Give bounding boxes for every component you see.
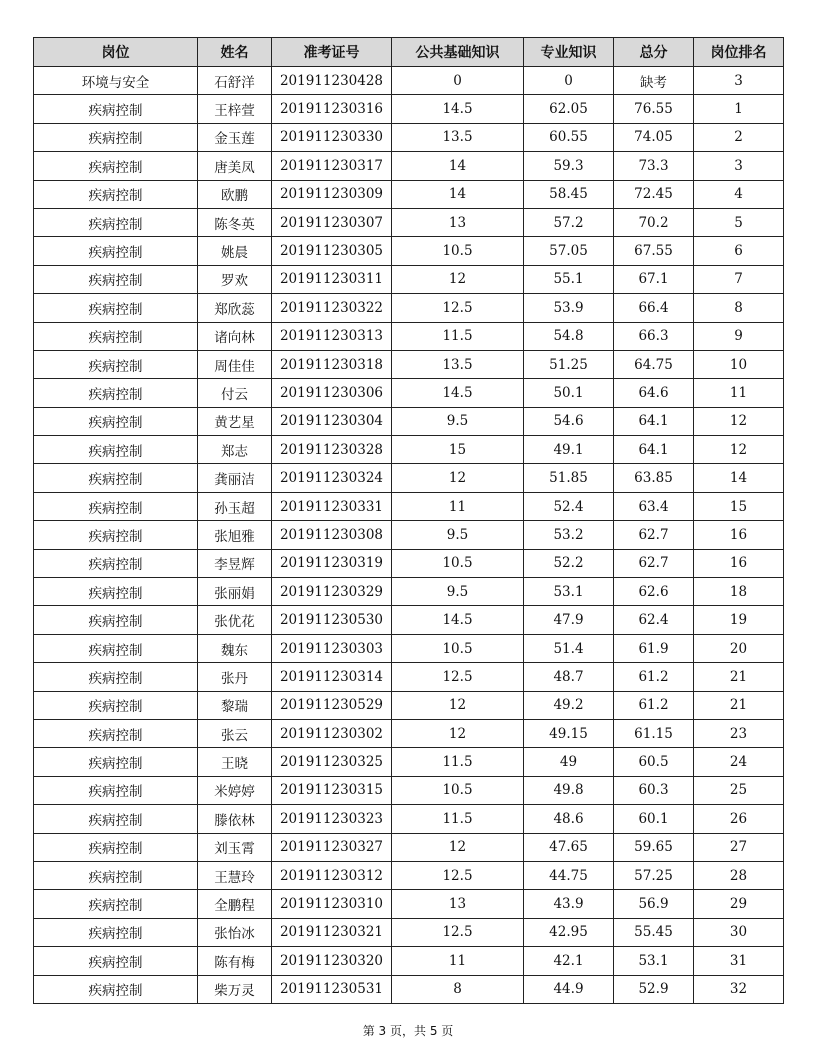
cell-rank: 32 (694, 975, 784, 1003)
header-exam-id: 准考证号 (272, 38, 392, 67)
cell-professional-knowledge: 47.9 (524, 606, 614, 634)
cell-name: 米婷婷 (198, 776, 272, 804)
table-row (34, 492, 784, 520)
cell-professional-knowledge: 53.2 (524, 521, 614, 549)
table-row (34, 776, 784, 804)
cell-name: 郑志 (198, 436, 272, 464)
cell-rank: 21 (694, 691, 784, 719)
cell-public-knowledge: 11.5 (392, 322, 524, 350)
cell-name: 王梓萱 (198, 95, 272, 123)
cell-professional-knowledge: 55.1 (524, 265, 614, 293)
table-row (34, 265, 784, 293)
cell-name: 全鹏程 (198, 890, 272, 918)
cell-position: 疾病控制 (34, 521, 198, 549)
cell-rank: 27 (694, 833, 784, 861)
cell-exam-id: 201911230317 (272, 152, 392, 180)
cell-name: 王慧玲 (198, 861, 272, 889)
cell-position: 疾病控制 (34, 265, 198, 293)
cell-professional-knowledge: 57.05 (524, 237, 614, 265)
cell-rank: 30 (694, 918, 784, 946)
cell-professional-knowledge: 47.65 (524, 833, 614, 861)
cell-total-score: 63.85 (614, 464, 694, 492)
cell-total-score: 59.65 (614, 833, 694, 861)
table-row (34, 833, 784, 861)
cell-name: 诸向林 (198, 322, 272, 350)
cell-professional-knowledge: 49.8 (524, 776, 614, 804)
cell-position: 疾病控制 (34, 208, 198, 236)
cell-public-knowledge: 12.5 (392, 861, 524, 889)
header-public-knowledge: 公共基础知识 (392, 38, 524, 67)
cell-public-knowledge: 12 (392, 833, 524, 861)
table-row (34, 918, 784, 946)
cell-professional-knowledge: 53.9 (524, 294, 614, 322)
table-row (34, 379, 784, 407)
cell-rank: 6 (694, 237, 784, 265)
cell-professional-knowledge: 49.15 (524, 719, 614, 747)
table-row (34, 521, 784, 549)
cell-rank: 16 (694, 521, 784, 549)
table-row (34, 208, 784, 236)
table-row (34, 748, 784, 776)
cell-exam-id: 201911230322 (272, 294, 392, 322)
cell-exam-id: 201911230428 (272, 67, 392, 95)
cell-total-score: 74.05 (614, 123, 694, 151)
cell-exam-id: 201911230531 (272, 975, 392, 1003)
table-row (34, 861, 784, 889)
cell-professional-knowledge: 48.6 (524, 805, 614, 833)
cell-name: 张丹 (198, 663, 272, 691)
cell-position: 疾病控制 (34, 123, 198, 151)
cell-name: 陈冬英 (198, 208, 272, 236)
cell-exam-id: 201911230329 (272, 578, 392, 606)
cell-total-score: 55.45 (614, 918, 694, 946)
cell-position: 疾病控制 (34, 947, 198, 975)
cell-name: 张优花 (198, 606, 272, 634)
cell-name: 欧鹏 (198, 180, 272, 208)
cell-public-knowledge: 14 (392, 152, 524, 180)
cell-rank: 12 (694, 407, 784, 435)
cell-total-score: 64.75 (614, 350, 694, 378)
cell-total-score: 53.1 (614, 947, 694, 975)
cell-public-knowledge: 10.5 (392, 634, 524, 662)
cell-professional-knowledge: 52.2 (524, 549, 614, 577)
cell-rank: 26 (694, 805, 784, 833)
table-row (34, 606, 784, 634)
cell-public-knowledge: 12 (392, 464, 524, 492)
cell-total-score: 61.9 (614, 634, 694, 662)
cell-professional-knowledge: 53.1 (524, 578, 614, 606)
cell-exam-id: 201911230328 (272, 436, 392, 464)
table-row (34, 407, 784, 435)
table-row (34, 890, 784, 918)
cell-position: 疾病控制 (34, 379, 198, 407)
cell-public-knowledge: 12.5 (392, 918, 524, 946)
cell-rank: 5 (694, 208, 784, 236)
score-table (33, 37, 784, 1004)
cell-professional-knowledge: 44.75 (524, 861, 614, 889)
cell-position: 疾病控制 (34, 95, 198, 123)
cell-name: 魏东 (198, 634, 272, 662)
cell-total-score: 72.45 (614, 180, 694, 208)
cell-exam-id: 201911230316 (272, 95, 392, 123)
table-row (34, 691, 784, 719)
header-position-rank: 岗位排名 (694, 38, 784, 67)
cell-rank: 23 (694, 719, 784, 747)
cell-rank: 20 (694, 634, 784, 662)
cell-rank: 12 (694, 436, 784, 464)
cell-position: 疾病控制 (34, 578, 198, 606)
cell-exam-id: 201911230302 (272, 719, 392, 747)
cell-rank: 10 (694, 350, 784, 378)
cell-position: 疾病控制 (34, 322, 198, 350)
cell-position: 疾病控制 (34, 805, 198, 833)
cell-position: 疾病控制 (34, 350, 198, 378)
cell-name: 柴万灵 (198, 975, 272, 1003)
header-position: 岗位 (34, 38, 198, 67)
cell-professional-knowledge: 54.8 (524, 322, 614, 350)
cell-professional-knowledge: 59.3 (524, 152, 614, 180)
cell-public-knowledge: 12 (392, 719, 524, 747)
cell-public-knowledge: 9.5 (392, 521, 524, 549)
cell-position: 疾病控制 (34, 436, 198, 464)
header-total-score: 总分 (614, 38, 694, 67)
cell-position: 疾病控制 (34, 748, 198, 776)
cell-exam-id: 201911230314 (272, 663, 392, 691)
cell-position: 疾病控制 (34, 180, 198, 208)
cell-public-knowledge: 8 (392, 975, 524, 1003)
cell-public-knowledge: 14.5 (392, 95, 524, 123)
cell-exam-id: 201911230304 (272, 407, 392, 435)
cell-rank: 16 (694, 549, 784, 577)
cell-total-score: 64.1 (614, 436, 694, 464)
cell-position: 疾病控制 (34, 492, 198, 520)
cell-professional-knowledge: 51.4 (524, 634, 614, 662)
cell-total-score: 62.6 (614, 578, 694, 606)
cell-position: 疾病控制 (34, 890, 198, 918)
cell-total-score: 64.6 (614, 379, 694, 407)
table-row (34, 719, 784, 747)
cell-public-knowledge: 11 (392, 947, 524, 975)
cell-public-knowledge: 15 (392, 436, 524, 464)
cell-total-score: 62.7 (614, 549, 694, 577)
cell-exam-id: 201911230303 (272, 634, 392, 662)
table-row (34, 634, 784, 662)
cell-position: 疾病控制 (34, 464, 198, 492)
cell-position: 疾病控制 (34, 918, 198, 946)
cell-total-score: 66.4 (614, 294, 694, 322)
cell-public-knowledge: 9.5 (392, 407, 524, 435)
cell-total-score: 缺考 (614, 67, 694, 95)
cell-professional-knowledge: 42.95 (524, 918, 614, 946)
cell-exam-id: 201911230331 (272, 492, 392, 520)
cell-public-knowledge: 10.5 (392, 776, 524, 804)
cell-name: 刘玉霄 (198, 833, 272, 861)
cell-public-knowledge: 13.5 (392, 350, 524, 378)
table-row (34, 578, 784, 606)
cell-rank: 7 (694, 265, 784, 293)
cell-name: 黄艺星 (198, 407, 272, 435)
table-body (34, 67, 784, 1004)
cell-public-knowledge: 12.5 (392, 663, 524, 691)
cell-total-score: 61.15 (614, 719, 694, 747)
cell-name: 滕依林 (198, 805, 272, 833)
cell-rank: 3 (694, 67, 784, 95)
cell-public-knowledge: 10.5 (392, 549, 524, 577)
cell-public-knowledge: 13.5 (392, 123, 524, 151)
cell-public-knowledge: 11.5 (392, 805, 524, 833)
cell-exam-id: 201911230312 (272, 861, 392, 889)
cell-total-score: 56.9 (614, 890, 694, 918)
cell-name: 周佳佳 (198, 350, 272, 378)
cell-name: 张丽娟 (198, 578, 272, 606)
cell-total-score: 57.25 (614, 861, 694, 889)
cell-professional-knowledge: 0 (524, 67, 614, 95)
cell-name: 黎瑞 (198, 691, 272, 719)
cell-public-knowledge: 0 (392, 67, 524, 95)
cell-exam-id: 201911230327 (272, 833, 392, 861)
cell-total-score: 52.9 (614, 975, 694, 1003)
cell-professional-knowledge: 57.2 (524, 208, 614, 236)
cell-exam-id: 201911230306 (272, 379, 392, 407)
cell-position: 疾病控制 (34, 663, 198, 691)
cell-professional-knowledge: 54.6 (524, 407, 614, 435)
table-row (34, 350, 784, 378)
cell-name: 孙玉超 (198, 492, 272, 520)
table-row (34, 663, 784, 691)
cell-professional-knowledge: 62.05 (524, 95, 614, 123)
cell-rank: 15 (694, 492, 784, 520)
cell-name: 张云 (198, 719, 272, 747)
cell-rank: 21 (694, 663, 784, 691)
cell-exam-id: 201911230323 (272, 805, 392, 833)
cell-rank: 14 (694, 464, 784, 492)
cell-public-knowledge: 14.5 (392, 606, 524, 634)
cell-position: 环境与安全 (34, 67, 198, 95)
cell-total-score: 61.2 (614, 691, 694, 719)
cell-professional-knowledge: 49.2 (524, 691, 614, 719)
cell-rank: 31 (694, 947, 784, 975)
cell-rank: 9 (694, 322, 784, 350)
cell-total-score: 60.3 (614, 776, 694, 804)
cell-exam-id: 201911230311 (272, 265, 392, 293)
cell-total-score: 73.3 (614, 152, 694, 180)
cell-name: 郑欣蕊 (198, 294, 272, 322)
cell-exam-id: 201911230320 (272, 947, 392, 975)
cell-public-knowledge: 12.5 (392, 294, 524, 322)
cell-public-knowledge: 12 (392, 691, 524, 719)
table-row (34, 237, 784, 265)
cell-professional-knowledge: 43.9 (524, 890, 614, 918)
cell-position: 疾病控制 (34, 776, 198, 804)
cell-position: 疾病控制 (34, 549, 198, 577)
cell-position: 疾病控制 (34, 294, 198, 322)
cell-public-knowledge: 11 (392, 492, 524, 520)
cell-total-score: 63.4 (614, 492, 694, 520)
table-row (34, 95, 784, 123)
cell-position: 疾病控制 (34, 975, 198, 1003)
cell-total-score: 70.2 (614, 208, 694, 236)
cell-public-knowledge: 14.5 (392, 379, 524, 407)
cell-public-knowledge: 10.5 (392, 237, 524, 265)
cell-public-knowledge: 14 (392, 180, 524, 208)
cell-name: 金玉莲 (198, 123, 272, 151)
cell-exam-id: 201911230315 (272, 776, 392, 804)
cell-total-score: 64.1 (614, 407, 694, 435)
table-row (34, 805, 784, 833)
cell-rank: 19 (694, 606, 784, 634)
page-footer: 第 3 页，共 5 页 (362, 1024, 454, 1038)
cell-rank: 2 (694, 123, 784, 151)
table-row (34, 975, 784, 1003)
cell-total-score: 67.1 (614, 265, 694, 293)
cell-public-knowledge: 13 (392, 890, 524, 918)
header-professional-knowledge: 专业知识 (524, 38, 614, 67)
cell-name: 王晓 (198, 748, 272, 776)
cell-exam-id: 201911230530 (272, 606, 392, 634)
cell-exam-id: 201911230319 (272, 549, 392, 577)
cell-position: 疾病控制 (34, 861, 198, 889)
cell-exam-id: 201911230313 (272, 322, 392, 350)
table-row (34, 464, 784, 492)
cell-rank: 3 (694, 152, 784, 180)
cell-exam-id: 201911230309 (272, 180, 392, 208)
table-row (34, 322, 784, 350)
cell-name: 龚丽洁 (198, 464, 272, 492)
cell-position: 疾病控制 (34, 407, 198, 435)
cell-professional-knowledge: 51.25 (524, 350, 614, 378)
cell-position: 疾病控制 (34, 833, 198, 861)
cell-total-score: 62.7 (614, 521, 694, 549)
cell-position: 疾病控制 (34, 634, 198, 662)
cell-professional-knowledge: 58.45 (524, 180, 614, 208)
cell-name: 李昱辉 (198, 549, 272, 577)
cell-exam-id: 201911230305 (272, 237, 392, 265)
cell-professional-knowledge: 44.9 (524, 975, 614, 1003)
cell-rank: 29 (694, 890, 784, 918)
cell-rank: 8 (694, 294, 784, 322)
cell-total-score: 66.3 (614, 322, 694, 350)
cell-professional-knowledge: 49 (524, 748, 614, 776)
cell-position: 疾病控制 (34, 152, 198, 180)
cell-name: 张旭雅 (198, 521, 272, 549)
cell-rank: 28 (694, 861, 784, 889)
cell-exam-id: 201911230529 (272, 691, 392, 719)
cell-professional-knowledge: 52.4 (524, 492, 614, 520)
cell-position: 疾病控制 (34, 606, 198, 634)
cell-exam-id: 201911230325 (272, 748, 392, 776)
cell-exam-id: 201911230318 (272, 350, 392, 378)
cell-rank: 25 (694, 776, 784, 804)
cell-exam-id: 201911230324 (272, 464, 392, 492)
cell-professional-knowledge: 48.7 (524, 663, 614, 691)
cell-exam-id: 201911230330 (272, 123, 392, 151)
cell-name: 付云 (198, 379, 272, 407)
cell-position: 疾病控制 (34, 237, 198, 265)
cell-name: 石舒洋 (198, 67, 272, 95)
cell-professional-knowledge: 50.1 (524, 379, 614, 407)
header-row (34, 38, 784, 67)
cell-name: 唐美凤 (198, 152, 272, 180)
cell-rank: 4 (694, 180, 784, 208)
cell-rank: 11 (694, 379, 784, 407)
table-row (34, 294, 784, 322)
cell-professional-knowledge: 60.55 (524, 123, 614, 151)
cell-total-score: 67.55 (614, 237, 694, 265)
cell-position: 疾病控制 (34, 691, 198, 719)
cell-name: 陈有梅 (198, 947, 272, 975)
table-row (34, 152, 784, 180)
cell-total-score: 61.2 (614, 663, 694, 691)
cell-rank: 18 (694, 578, 784, 606)
cell-exam-id: 201911230307 (272, 208, 392, 236)
cell-public-knowledge: 9.5 (392, 578, 524, 606)
table-row (34, 123, 784, 151)
cell-total-score: 76.55 (614, 95, 694, 123)
cell-professional-knowledge: 42.1 (524, 947, 614, 975)
cell-exam-id: 201911230308 (272, 521, 392, 549)
table-row (34, 947, 784, 975)
table-row (34, 180, 784, 208)
table-header (34, 38, 784, 67)
cell-professional-knowledge: 51.85 (524, 464, 614, 492)
table-row (34, 67, 784, 95)
cell-professional-knowledge: 49.1 (524, 436, 614, 464)
cell-public-knowledge: 11.5 (392, 748, 524, 776)
cell-public-knowledge: 12 (392, 265, 524, 293)
cell-public-knowledge: 13 (392, 208, 524, 236)
header-name: 姓名 (198, 38, 272, 67)
cell-exam-id: 201911230310 (272, 890, 392, 918)
cell-name: 罗欢 (198, 265, 272, 293)
table-row (34, 436, 784, 464)
cell-rank: 1 (694, 95, 784, 123)
cell-exam-id: 201911230321 (272, 918, 392, 946)
cell-position: 疾病控制 (34, 719, 198, 747)
cell-name: 姚晨 (198, 237, 272, 265)
cell-rank: 24 (694, 748, 784, 776)
cell-total-score: 62.4 (614, 606, 694, 634)
cell-name: 张怡冰 (198, 918, 272, 946)
cell-total-score: 60.1 (614, 805, 694, 833)
table-row (34, 549, 784, 577)
cell-total-score: 60.5 (614, 748, 694, 776)
